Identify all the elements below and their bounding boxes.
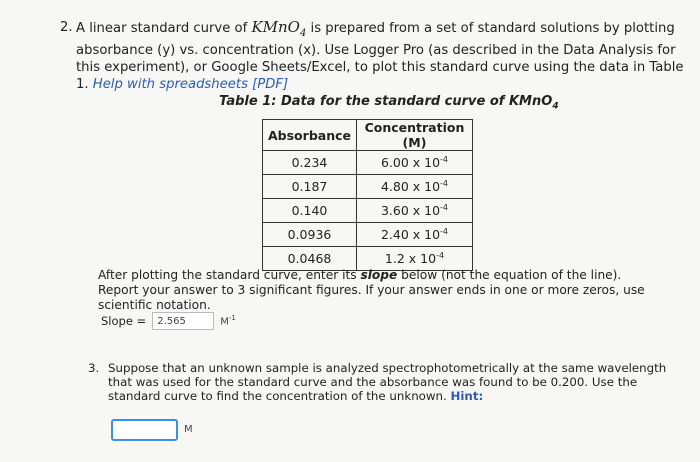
slope-unit-base: M — [220, 316, 229, 328]
concentration-unit: M — [184, 424, 193, 435]
slope-unit-exponent: -1 — [228, 314, 236, 323]
header-absorbance: Absorbance — [263, 120, 357, 151]
conc-base: 6.00 x 10 — [380, 155, 441, 170]
question-2-number: 2. — [60, 20, 73, 35]
conc-exponent: -4 — [440, 203, 449, 212]
table-caption-text: Table 1: Data for the standard curve of KMnO — [219, 94, 553, 109]
question-3-body: Suppose that an unknown sample is analyzed spectrophotometrically at the same wavelength that was used for the standard curve and the absorbance was found to be 0.200. Use the standard curve to find the concentration of the unknown. — [108, 361, 667, 403]
concentration-cell — [356, 223, 472, 247]
slope-label: Slope = — [101, 314, 147, 328]
slope-unit — [220, 314, 236, 327]
table-row — [263, 223, 473, 247]
conc-base: 1.2 x 10 — [384, 251, 437, 266]
table-row — [263, 199, 473, 223]
hint-link[interactable]: Hint: — [450, 389, 484, 403]
absorbance-cell: 0.187 — [263, 175, 357, 199]
table-row — [263, 247, 473, 271]
question-2-text — [76, 19, 696, 93]
question-2-text-b: is prepared from a set of standard solutions by plotting absorbance (y) vs. concentration (x). Use Logger Pro (as described in the Data Analysis for this experiment), or Google Sheets/Excel, to plot this standard curve using the data in Table 1. — [76, 21, 684, 92]
kmno4-formula — [251, 18, 307, 39]
formula-subscript: 4 — [299, 28, 307, 39]
slope-instructions — [98, 268, 658, 313]
conc-exponent: -4 — [440, 227, 449, 236]
concentration-answer-input[interactable] — [111, 419, 178, 441]
conc-exponent: -4 — [440, 179, 449, 188]
table-row — [263, 151, 473, 175]
concentration-cell — [356, 199, 472, 223]
conc-base: 2.40 x 10 — [380, 227, 441, 242]
conc-exponent: -4 — [436, 251, 445, 260]
question-3-number: 3. — [88, 361, 100, 375]
absorbance-cell: 0.0936 — [263, 223, 357, 247]
formula-base: KMnO — [251, 18, 300, 36]
instructions-text-b: below (not the equation of the line). Report your answer to 3 significant figures. If your answer ends in one or more zeros, use scientific notation. — [98, 268, 645, 312]
question-3-text — [108, 361, 668, 403]
concentration-cell — [356, 247, 472, 271]
conc-base: 3.60 x 10 — [380, 203, 441, 218]
table-caption-subscript: 4 — [552, 101, 559, 112]
concentration-cell — [356, 175, 472, 199]
absorbance-cell: 0.234 — [263, 151, 357, 175]
concentration-cell — [356, 151, 472, 175]
table-row — [263, 175, 473, 199]
question-2-text-a: A linear standard curve of — [76, 21, 252, 36]
slope-input[interactable] — [152, 312, 214, 330]
slope-answer-row — [101, 312, 236, 330]
conc-exponent: -4 — [440, 155, 449, 164]
help-spreadsheets-link[interactable]: Help with spreadsheets [PDF] — [92, 77, 289, 92]
slope-emphasis: slope — [360, 268, 398, 282]
instructions-text-a: After plotting the standard curve, enter its — [98, 268, 361, 282]
standard-curve-table — [262, 119, 473, 271]
conc-base: 4.80 x 10 — [380, 179, 441, 194]
absorbance-cell: 0.140 — [263, 199, 357, 223]
table-header-row — [263, 120, 473, 151]
header-concentration: Concentration (M) — [356, 120, 472, 151]
absorbance-cell: 0.0468 — [263, 247, 357, 271]
table-caption — [219, 94, 559, 112]
